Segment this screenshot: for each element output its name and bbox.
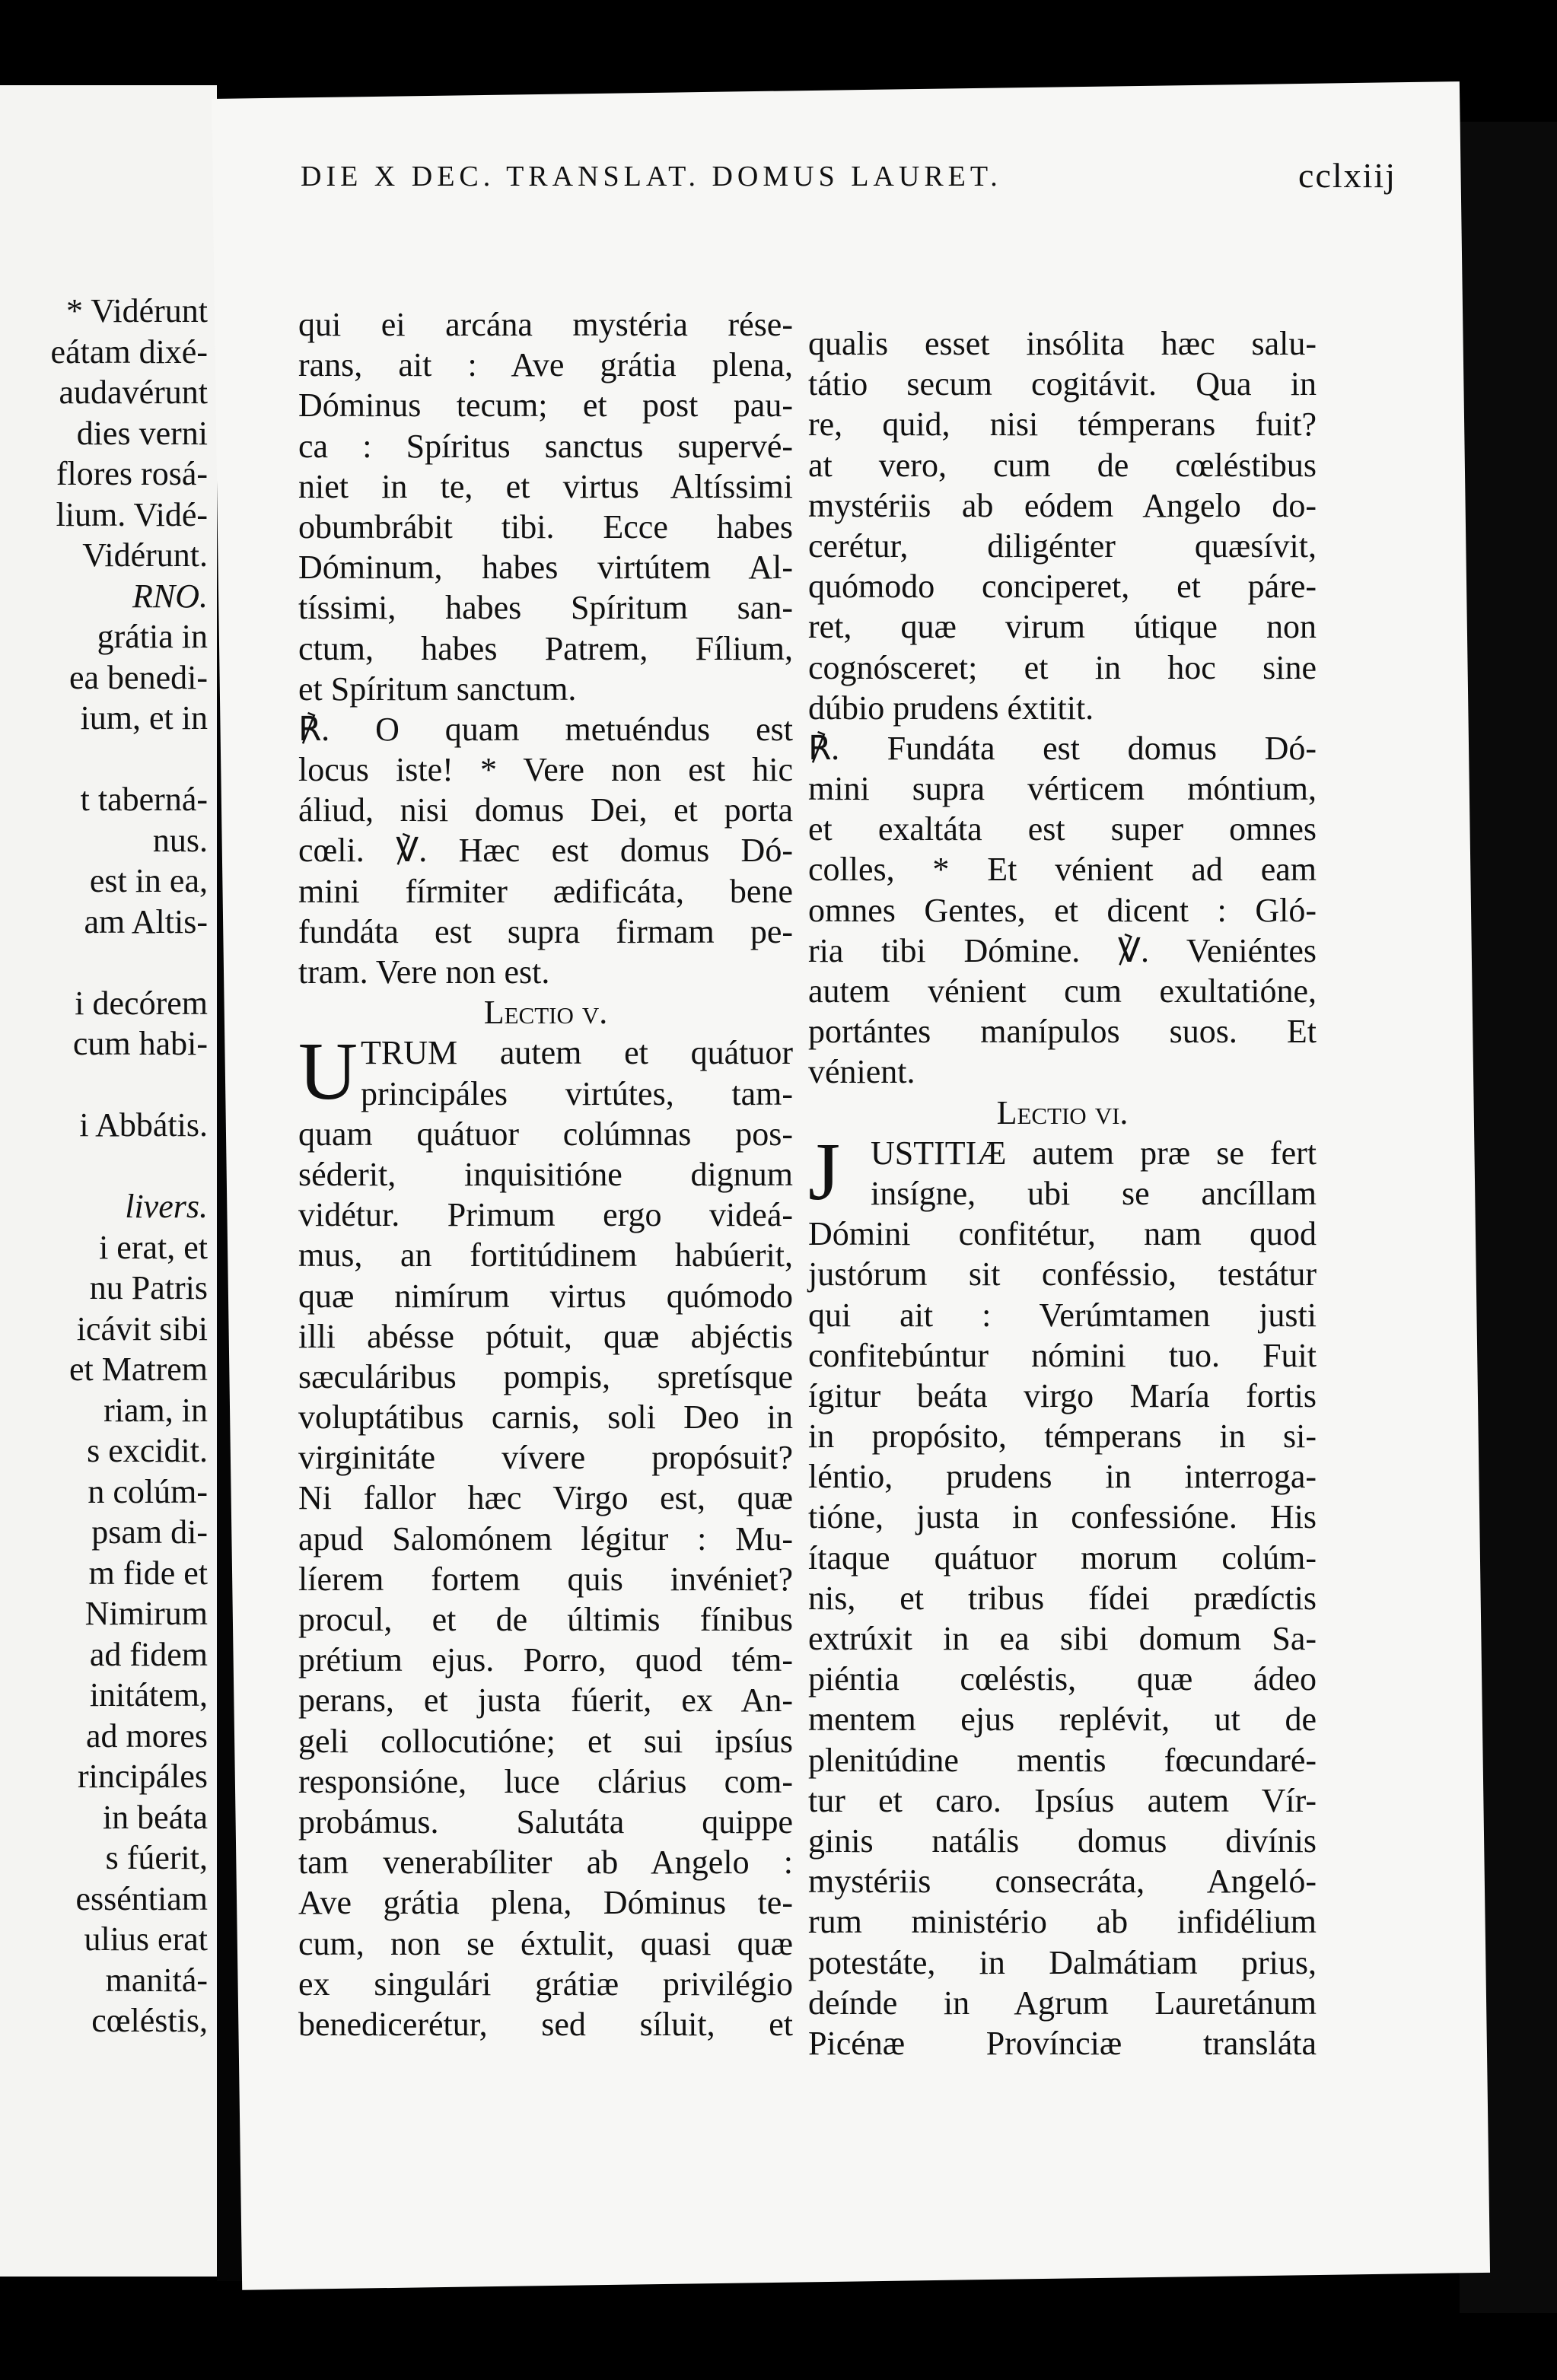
text-line: ad mores [85,1717,208,1755]
text-line: ginis natális domus divínis [808,1822,1317,1860]
text-line [0,942,208,983]
text-line: cœli. ℣. Hæc est domus Dó- [298,832,793,870]
text-line: Nimirum [84,1595,208,1632]
text-line: mentem ejus replévit, ut de [808,1701,1317,1739]
text-line: ℟. O quam metuéndus est [298,710,793,748]
text-line: quómodo conciperet, et páre- [808,568,1317,606]
text-line: responsióne, luce clárius com- [298,1762,793,1800]
text-line: obumbrábit tibi. Ecce habes [298,508,793,546]
text-line: léntio, prudens in interroga- [808,1458,1317,1496]
text-line: séderit, inquisitióne dignum [298,1155,793,1193]
running-header [301,156,1396,205]
text-line: nu Patris [89,1269,208,1306]
text-line: dúbio prudens éxtitit. [808,689,1094,727]
text-line: mystériis ab eódem Angelo do- [808,486,1317,524]
text-line: ea benedi- [69,658,208,696]
text-line: illi abésse pótuit, quæ abjéctis [298,1317,793,1355]
text-line: ígitur beáta virgo María fortis [808,1376,1317,1414]
text-line: principáles virtútes, tam- [361,1074,793,1112]
text-line: omnes Gentes, et dicent : Gló- [808,891,1317,929]
text-line: ret, quæ virum útique non [808,608,1317,646]
text-line: s fúerit, [105,1839,208,1876]
text-line: qui ait : Verúmtamen justi [808,1296,1317,1334]
text-line: deínde in Agrum Lauretánum [808,1984,1317,2022]
text-line: ítaque quátuor morum colúm- [808,1538,1317,1577]
text-line: rincipáles [77,1758,208,1795]
text-line: Dóminum, habes virtútem Al- [298,549,793,587]
text-line: i decórem [75,984,208,1022]
text-line: niet in te, et virtus Altíssimi [298,467,793,505]
text-line: Ni fallor hæc Virgo est, quæ [298,1479,793,1517]
text-line: extrúxit in ea sibi domum Sa- [808,1620,1317,1657]
text-line: ca : Spíritus sanctus supervé- [298,427,793,465]
text-line: procul, et de últimis fínibus [298,1601,793,1638]
running-title: DIE X DEC. TRANSLAT. DOMUS LAURET. [301,161,1002,192]
text-line: lium. Vidé- [56,495,208,533]
text-line: at vero, cum de cœléstibus [808,446,1317,484]
text-line: est in ea, [89,862,208,899]
text-line: áliud, nisi domus Dei, et porta [298,791,793,829]
text-line: perans, et justa fúerit, ex An- [298,1682,793,1720]
text-line: virginitáte vívere propósuit? [298,1439,793,1477]
lectio-body [808,1126,1317,2063]
text-line: cognósceret; et in hoc sine [808,648,1317,686]
text-line: colles, * Et vénient ad eam [808,851,1317,889]
text-line: mystériis consecráta, Angeló- [808,1863,1317,1901]
text-line: piéntia cœléstis, quæ ádeo [808,1660,1317,1698]
previous-page-text [0,291,208,2041]
lectio-body [298,1026,793,2044]
text-line: geli collocutióne; et sui ipsíus [298,1722,793,1760]
text-line: et Spíritum sanctum. [298,670,577,708]
text-line: cœléstis, [91,2002,208,2039]
text-line: esséntiam [75,1879,208,1917]
left-column-text [298,304,793,992]
text-line: qualis esset insólita hæc salu- [808,325,1317,362]
text-line: prétium ejus. Porro, quod tém- [298,1641,793,1679]
right-column [808,323,1317,2063]
text-line: grátia in [97,618,208,655]
text-line: voluptátibus carnis, soli Deo in [298,1398,793,1437]
text-line: plenitúdine mentis fœcundaré- [808,1741,1317,1779]
text-line: Dóminus tecum; et post pau- [298,387,793,425]
page-number: cclxiij [1298,156,1396,195]
text-line: ium, et in [80,699,208,737]
text-line: mini supra vérticem móntium, [808,770,1317,808]
text-line: initátem, [89,1676,208,1713]
text-line: tióne, justa in confessióne. His [808,1498,1317,1536]
text-line [0,739,208,780]
text-line: Dómini confitétur, nam quod [808,1215,1317,1253]
text-line: s excidit. [87,1432,208,1469]
text-line: TRUM autem et quátuor [361,1034,793,1072]
text-line: in propósito, témperans in si- [808,1418,1317,1456]
text-line: eátam dixé- [50,332,208,371]
text-line: manitá- [105,1961,208,1999]
text-line: flores rosá- [56,455,208,492]
text-line: ria tibi Dómine. ℣. Veniéntes [808,931,1317,969]
text-line: confitebúntur nómini tuo. Fuit [808,1336,1317,1374]
text-line: tur et caro. Ipsíus autem Vír- [808,1781,1317,1819]
text-line: autem vénient cum exultatióne, [808,972,1317,1010]
text-line: portántes manípulos suos. Et [808,1013,1317,1051]
text-line: benedicerétur, sed síluit, et [298,2005,793,2043]
text-line: mus, an fortitúdinem habúerit, [298,1236,793,1274]
text-line: dies verni [76,414,208,452]
text-line: audavérunt [59,374,208,411]
lectio-heading: Lectio v. [483,994,608,1032]
text-line: tíssimi, habes Spíritum san- [298,589,793,627]
text-line: probámus. Salutáta quippe [298,1803,793,1841]
text-line: vidétur. Primum ergo videá- [298,1196,793,1234]
text-line: ulius erat [84,1920,208,1958]
text-line: rum ministério ab infidélium [808,1903,1317,1941]
text-line: icávit sibi [76,1309,208,1348]
drop-cap: U [298,1026,358,1118]
text-line: ℟. Fundáta est domus Dó- [808,729,1317,767]
text-line: sæculáribus pompis, spretísque [298,1357,793,1395]
text-line: psam di- [91,1513,208,1551]
lectio-heading: Lectio vi. [996,1093,1129,1131]
text-line: et exaltáta est super omnes [808,810,1317,848]
text-line: riam, in [103,1391,208,1429]
left-column [298,304,793,2044]
text-line: insígne, ubi se ancíllam [871,1174,1317,1212]
text-line: locus iste! * Vere non est hic [298,751,793,789]
text-line: Vidérunt. [82,536,208,574]
text-line: nus. [152,821,208,859]
text-line: cum habi- [72,1025,208,1062]
text-line: et Matrem [68,1351,208,1388]
text-line: t taberná- [80,781,208,818]
text-line: vénient. [808,1053,915,1091]
text-line: RNO. [132,577,208,615]
text-line: m fide et [88,1554,208,1592]
text-line: * Vidérunt [66,292,208,329]
right-column-text [808,323,1317,1093]
text-line: in beáta [102,1798,208,1836]
text-line: ad fidem [89,1635,208,1673]
drop-cap: J [808,1126,841,1217]
text-line: apud Salomónem légitur : Mu- [298,1519,793,1558]
text-line: re, quid, nisi témperans fuit? [808,406,1317,444]
text-line: cum, non se éxtulit, quasi quæ [298,1924,793,1962]
text-line [0,1146,208,1187]
text-line: ctum, habes Patrem, Fílium, [298,629,793,667]
text-line: nis, et tribus fídei prædíctis [808,1579,1317,1617]
text-line: i Abbátis. [79,1106,208,1144]
text-line: rans, ait : Ave grátia plena, [298,346,793,384]
text-line: mini fírmiter ædificáta, bene [298,872,793,910]
text-line: Ave grátia plena, Dóminus te- [298,1884,793,1922]
text-line: fundáta est supra firmam pe- [298,912,793,950]
text-line: Picénæ Provínciæ transláta [808,2024,1317,2062]
text-line: justórum sit conféssio, testátur [808,1255,1317,1293]
text-line: tam venerabíliter ab Angelo : [298,1844,793,1882]
text-line: ex singulári grátiæ privilégio [298,1965,793,2003]
text-line: n colúm- [88,1472,208,1510]
text-line: livers. [125,1188,208,1225]
text-line: cerétur, diligénter quæsívit, [808,527,1317,565]
text-line: USTITIÆ autem præ se fert [871,1134,1317,1172]
text-line: tátio secum cogitávit. Qua in [808,365,1317,403]
text-line: líerem fortem quis invéniet? [298,1560,793,1598]
text-line: quæ nimírum virtus quómodo [298,1277,793,1315]
text-line: qui ei arcána mystéria rése- [298,306,793,343]
text-line: am Altis- [84,902,208,940]
text-line: potestáte, in Dalmátiam prius, [808,1943,1317,1981]
text-line: i erat, et [99,1228,208,1266]
previous-page-fragment [0,85,217,2277]
text-line [0,1064,208,1106]
text-line: tram. Vere non est. [298,953,550,991]
text-line: quam quátuor colúmnas pos- [298,1115,793,1153]
